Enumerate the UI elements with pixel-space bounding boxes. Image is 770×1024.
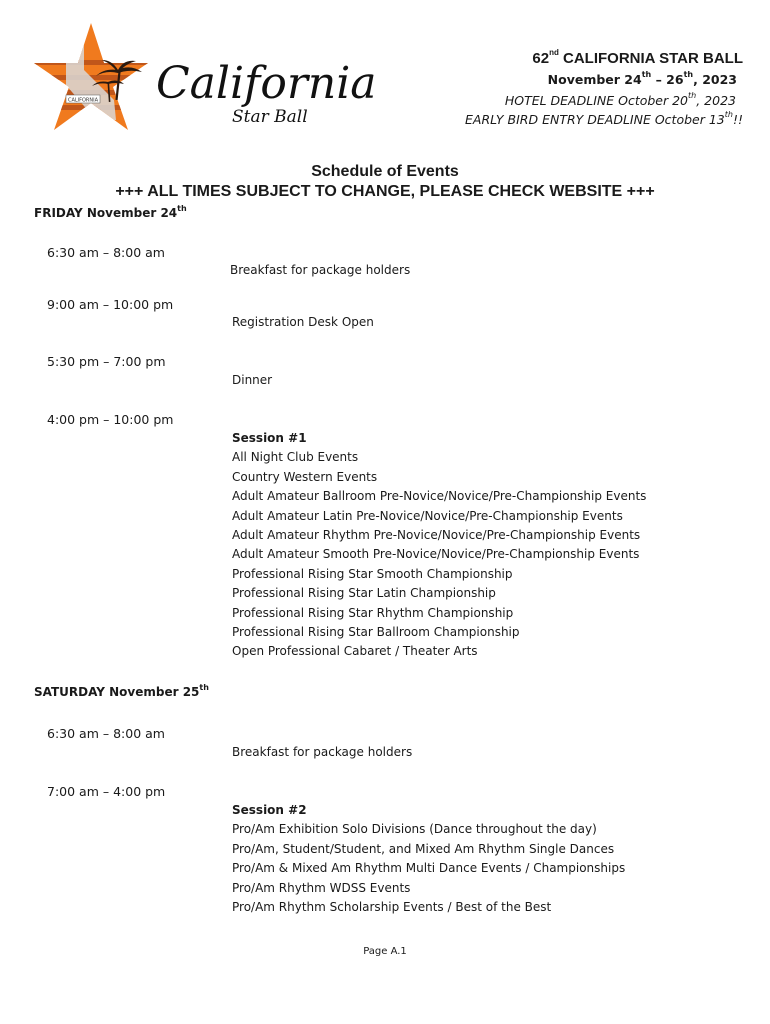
event-title: 62nd CALIFORNIA STAR BALL xyxy=(532,48,743,67)
event-item: Country Western Events xyxy=(232,469,378,484)
time-slot: 9:00 am – 10:00 pm xyxy=(47,297,174,312)
event-item: Adult Amateur Rhythm Pre-Novice/Novice/Pre-Championship Events xyxy=(232,528,641,543)
schedule-change-note: +++ ALL TIMES SUBJECT TO CHANGE, PLEASE CHECK WEBSITE +++ xyxy=(115,183,655,200)
event-item: Adult Amateur Latin Pre-Novice/Novice/Pre-Championship Events xyxy=(232,508,623,523)
event-item: Professional Rising Star Latin Championship xyxy=(232,586,496,601)
event-item: Pro/Am, Student/Student, and Mixed Am Rhythm Single Dances xyxy=(232,841,615,856)
map-label: CALIFORNIA xyxy=(67,97,99,104)
event-item: Pro/Am Rhythm WDSS Events xyxy=(232,880,411,895)
event-item: Pro/Am Rhythm Scholarship Events / Best of the Best xyxy=(232,900,552,915)
logo-script-sub: Star Ball xyxy=(232,107,308,127)
event-item: Pro/Am & Mixed Am Rhythm Multi Dance Events / Championships xyxy=(232,861,626,876)
event-item: Professional Rising Star Ballroom Championship xyxy=(232,625,520,640)
early-bird-deadline: EARLY BIRD ENTRY DEADLINE October 13th!! xyxy=(465,110,743,127)
california-star-ball-logo xyxy=(36,20,377,135)
time-slot: 6:30 am – 8:00 am xyxy=(47,245,165,260)
event-item: All Night Club Events xyxy=(232,450,359,465)
event-item: Open Professional Cabaret / Theater Arts xyxy=(232,644,478,659)
time-slot: 7:00 am – 4:00 pm xyxy=(47,784,166,799)
session-event-list xyxy=(232,448,646,661)
schedule-title: Schedule of Events xyxy=(311,163,459,180)
event-dates: November 24th – 26th, 2023 xyxy=(547,70,737,87)
event-item: Pro/Am Exhibition Solo Divisions (Dance throughout the day) xyxy=(232,822,597,837)
star-logo-icon xyxy=(36,20,377,135)
session-event-list xyxy=(232,820,625,917)
event-item: Adult Amateur Ballroom Pre-Novice/Novice/Pre-Championship Events xyxy=(232,489,647,504)
event-item: Registration Desk Open xyxy=(232,315,374,329)
logo-script-main: California xyxy=(156,58,377,109)
time-slot: 5:30 pm – 7:00 pm xyxy=(47,354,166,369)
event-item: Dinner xyxy=(232,373,273,387)
time-slot: 6:30 am – 8:00 am xyxy=(47,726,165,741)
event-item: Breakfast for package holders xyxy=(232,745,413,759)
time-slot: 4:00 pm – 10:00 pm xyxy=(47,412,174,427)
friday-heading: FRIDAY November 24th xyxy=(34,204,187,220)
event-item: Breakfast for package holders xyxy=(230,263,411,277)
session-title: Session #2 xyxy=(232,803,307,817)
page-number: Page A.1 xyxy=(363,946,407,957)
event-item: Professional Rising Star Rhythm Championship xyxy=(232,605,514,620)
session-title: Session #1 xyxy=(232,431,307,445)
hotel-deadline: HOTEL DEADLINE October 20th, 2023 xyxy=(504,91,736,108)
event-item: Professional Rising Star Smooth Championship xyxy=(232,566,513,581)
saturday-heading: SATURDAY November 25th xyxy=(34,683,209,699)
event-item: Adult Amateur Smooth Pre-Novice/Novice/Pre-Championship Events xyxy=(232,547,640,562)
